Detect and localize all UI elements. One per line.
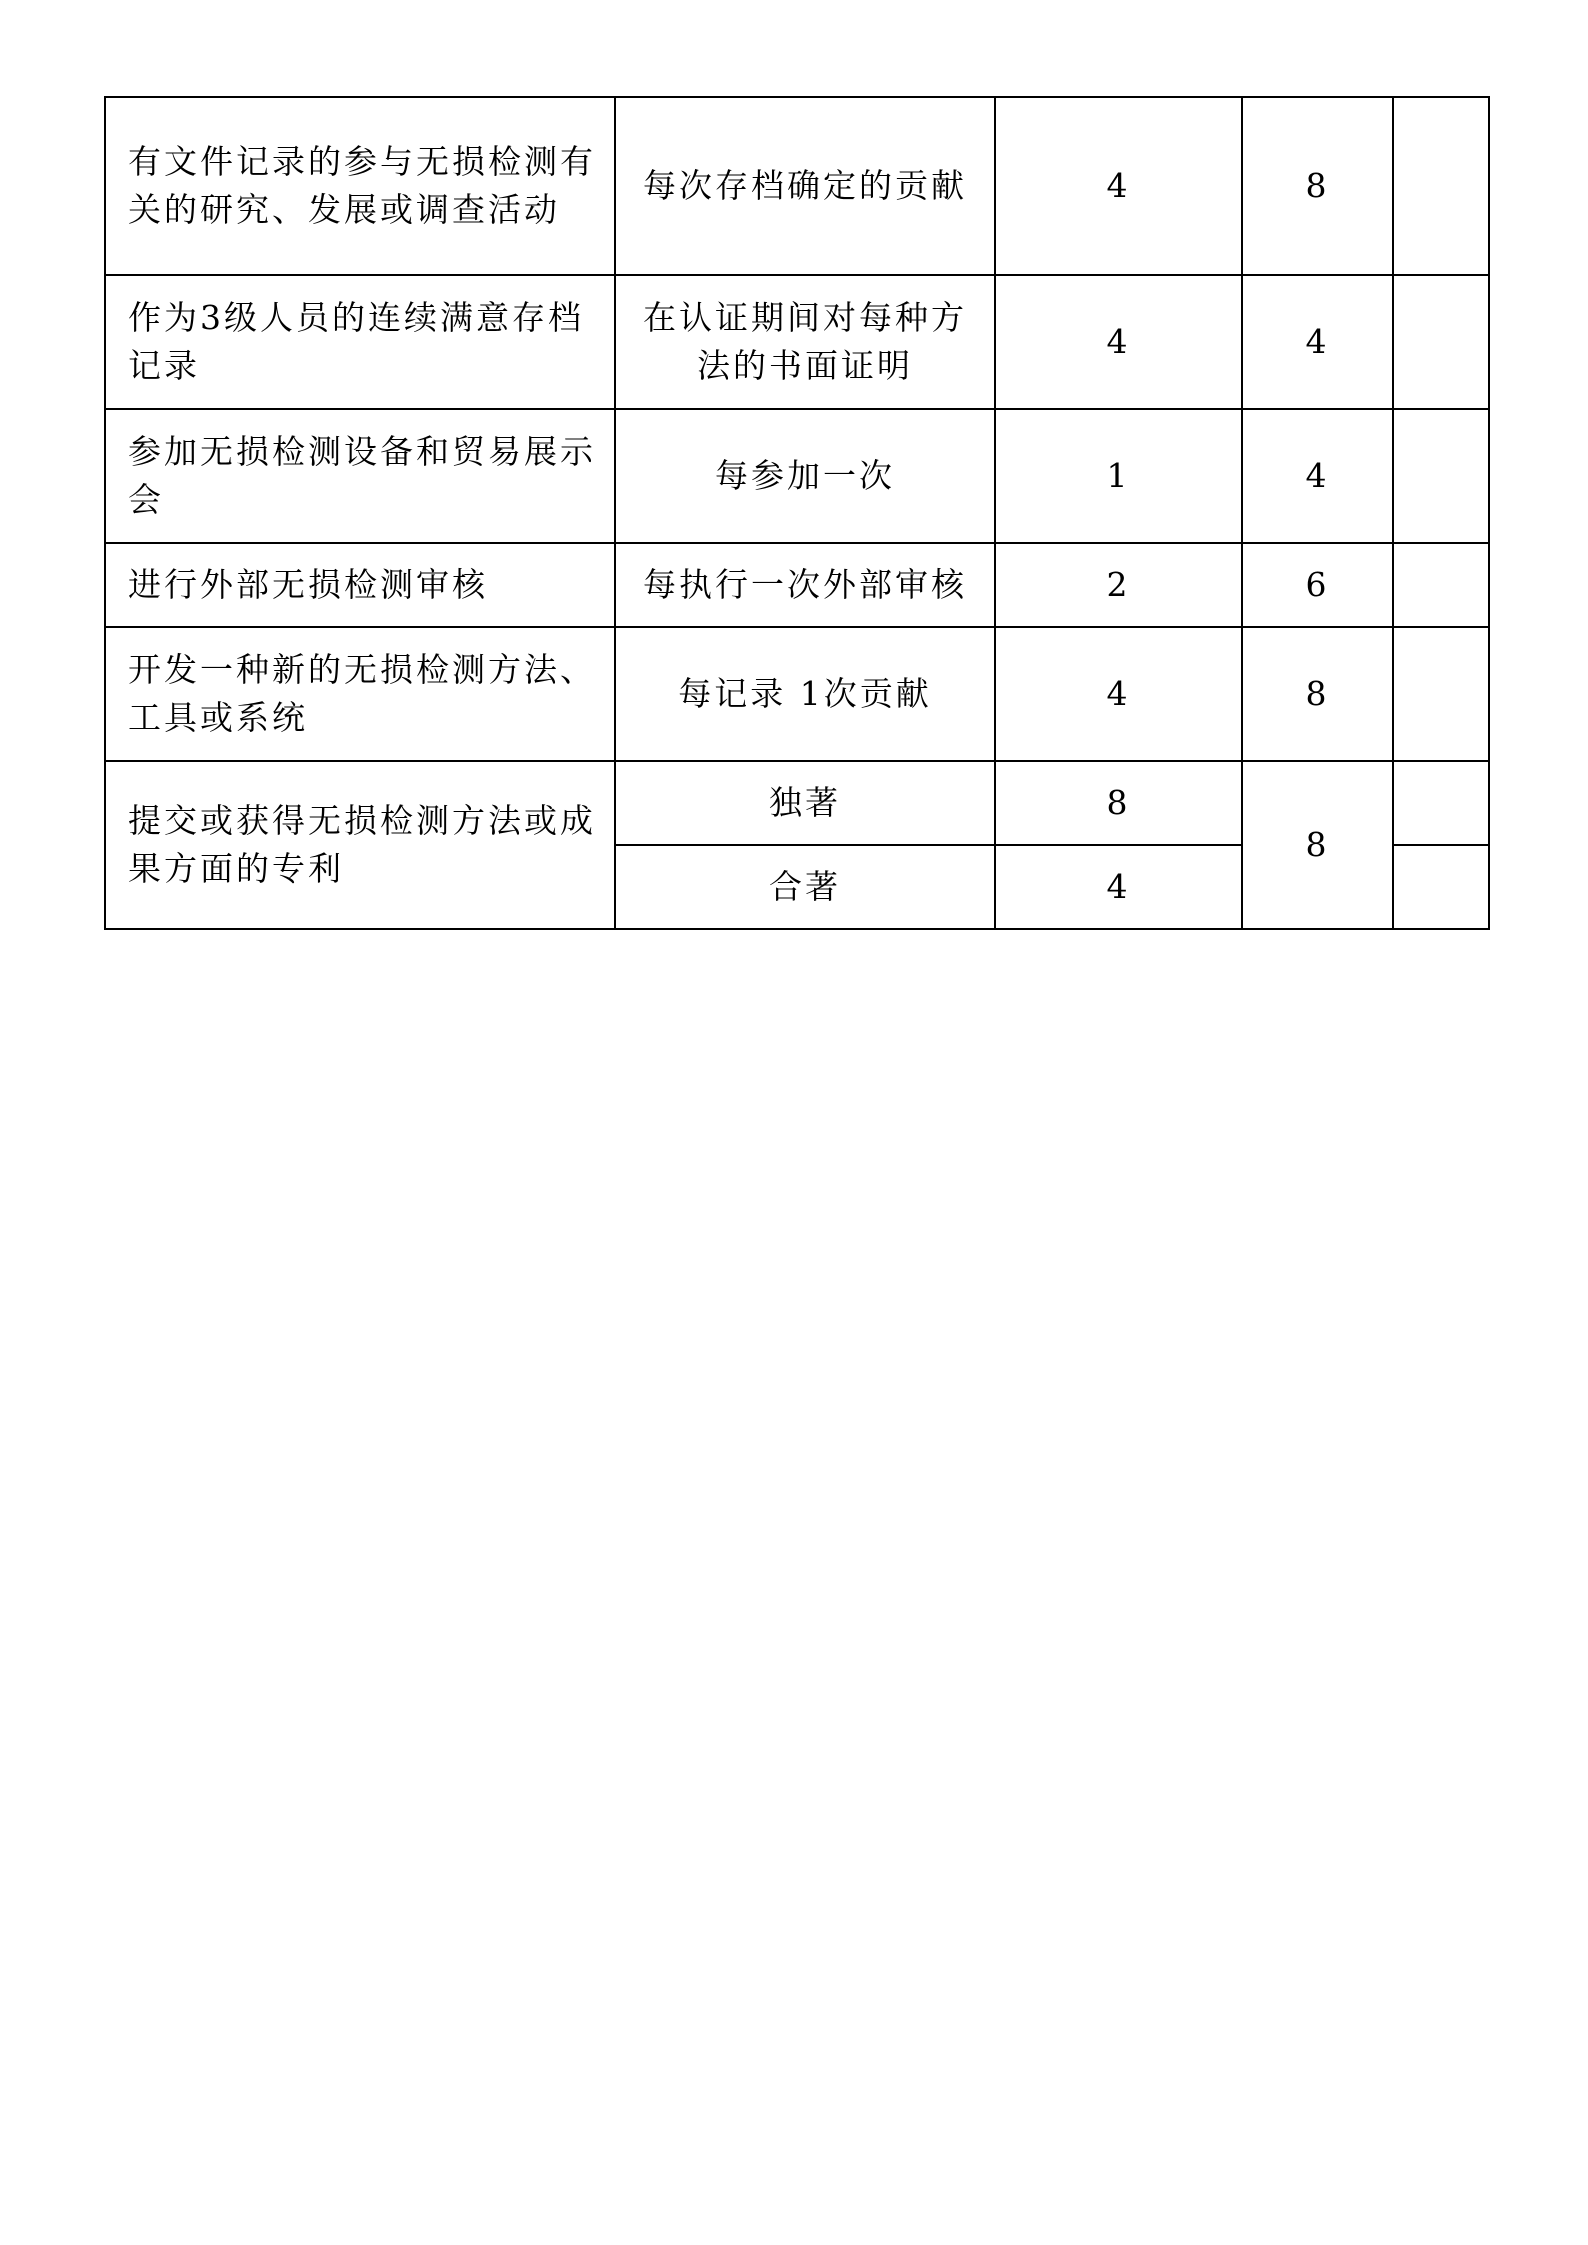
max-score-cell: 6: [1242, 543, 1393, 627]
blank-cell: [1393, 845, 1489, 929]
table-row: [105, 543, 1489, 627]
max-score-cell: 8: [1242, 97, 1393, 275]
item-cell: 作为3级人员的连续满意存档记录: [105, 275, 615, 409]
table-row-patent-sole: [105, 761, 1489, 845]
max-score-cell: 4: [1242, 275, 1393, 409]
table-row: [105, 627, 1489, 761]
basis-cell: 每参加一次: [615, 409, 995, 543]
item-cell: 进行外部无损检测审核: [105, 543, 615, 627]
basis-cell: 在认证期间对每种方法的书面证明: [615, 275, 995, 409]
blank-cell: [1393, 543, 1489, 627]
item-cell: 开发一种新的无损检测方法、工具或系统: [105, 627, 615, 761]
table-row: [105, 275, 1489, 409]
basis-cell: 每执行一次外部审核: [615, 543, 995, 627]
score-cell: 2: [995, 543, 1242, 627]
item-cell: 有文件记录的参与无损检测有关的研究、发展或调查活动: [105, 97, 615, 275]
max-score-cell: 4: [1242, 409, 1393, 543]
table-row: [105, 409, 1489, 543]
patent-item-cell: 提交或获得无损检测方法或成果方面的专利: [105, 761, 615, 929]
basis-cell: 每次存档确定的贡献: [615, 97, 995, 275]
score-cell: 4: [995, 275, 1242, 409]
table-row: [105, 97, 1489, 275]
basis-cell: 合著: [615, 845, 995, 929]
score-cell: 4: [995, 97, 1242, 275]
item-cell: 参加无损检测设备和贸易展示会: [105, 409, 615, 543]
basis-cell: 每记录 1次贡献: [615, 627, 995, 761]
basis-cell: 独著: [615, 761, 995, 845]
blank-cell: [1393, 275, 1489, 409]
score-cell: 1: [995, 409, 1242, 543]
patent-max-score-cell: 8: [1242, 761, 1393, 929]
max-score-cell: 8: [1242, 627, 1393, 761]
blank-cell: [1393, 627, 1489, 761]
credit-score-table: [104, 96, 1490, 930]
blank-cell: [1393, 97, 1489, 275]
score-cell: 4: [995, 845, 1242, 929]
score-cell: 4: [995, 627, 1242, 761]
blank-cell: [1393, 409, 1489, 543]
score-cell: 8: [995, 761, 1242, 845]
blank-cell: [1393, 761, 1489, 845]
